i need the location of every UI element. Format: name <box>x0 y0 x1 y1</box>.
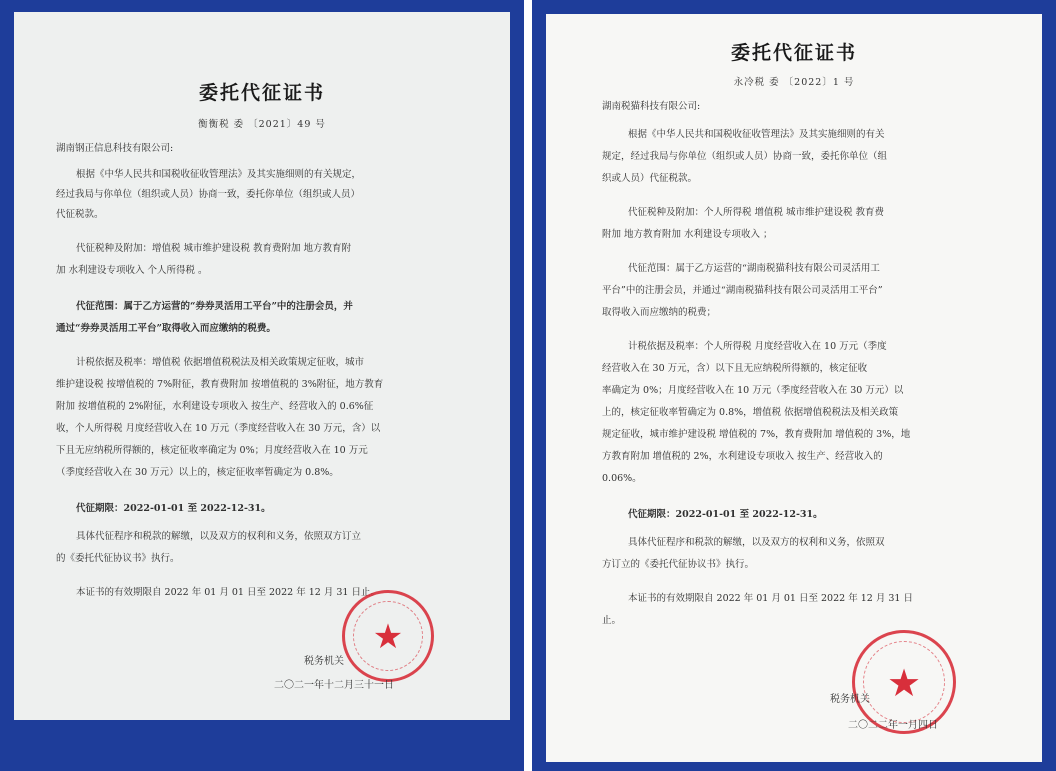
left-line: 通过“券券灵活用工平台”取得收入而应缴纳的税费。 <box>56 323 276 334</box>
left-certificate-frame <box>0 0 524 771</box>
right-certificate-paper <box>546 14 1042 762</box>
right-line: 经营收入在 30 万元，含）以下且无应纳税所得额的，核定征收 <box>602 363 868 374</box>
left-line: 代征税种及附加：增值税 城市维护建设税 教育费附加 地方教育附 <box>76 243 352 254</box>
left-line: 经过我局与你单位（组织或人员）协商一致，委托你单位（组织或人员） <box>56 189 361 200</box>
right-date: 二〇二二年一月四日 <box>848 720 938 731</box>
right-certificate-frame <box>532 0 1056 771</box>
right-line: 方教育附加 增值税的 2%，水利建设专项收入 按生产、经营收入的 <box>602 451 883 462</box>
right-line: 代征税种及附加：个人所得税 增值税 城市维护建设税 教育费 <box>628 207 885 218</box>
left-doc-number: 衡衡税 委 〔2021〕49 号 <box>198 119 326 130</box>
right-line: 方订立的《委托代征协议书》执行。 <box>602 559 755 570</box>
right-line: 止。 <box>602 615 622 626</box>
left-official-seal <box>342 590 434 682</box>
right-line: 具体代征程序和税款的解缴，以及双方的权利和义务，依照双 <box>628 537 885 548</box>
left-line: 收，个人所得税 月度经营收入在 10 万元（季度经营收入在 30 万元，含）以 <box>56 423 381 434</box>
right-signatory: 税务机关 <box>830 694 870 705</box>
right-doc-number: 永冷税 委 〔2022〕1 号 <box>733 77 855 88</box>
right-line: 织或人员）代征税款。 <box>602 173 698 184</box>
right-line: 平台”中的注册会员，并通过“湖南税猫科技有限公司灵活用工平台” <box>602 285 883 296</box>
left-addressee: 湖南钢正信息科技有限公司: <box>56 143 174 154</box>
right-line: 计税依据及税率：个人所得税 月度经营收入在 10 万元（季度 <box>628 341 887 352</box>
left-title: 委托代征证书 <box>198 82 325 104</box>
right-line: 附加 地方教育附加 水利建设专项收入 ； <box>602 229 773 240</box>
right-line: 代征期限：2022-01-01 至 2022-12-31。 <box>628 509 823 520</box>
right-line: 取得收入而应缴纳的税费； <box>602 307 717 318</box>
seal-star-icon: ★ <box>372 617 404 657</box>
left-line: 附加 按增值税的 2%附征，水利建设专项收入 按生产、经营收入的 0.6%征 <box>56 401 374 412</box>
left-certificate-paper <box>14 12 510 720</box>
right-line: 规定征收，城市维护建设税 增值税的 7%，教育费附加 增值税的 3%，地 <box>602 429 911 440</box>
left-line: 本证书的有效期限自 2022 年 01 月 01 日至 2022 年 12 月 31 日止。 <box>76 587 380 598</box>
left-signatory: 税务机关 <box>304 656 344 667</box>
left-line: 维护建设税 按增值税的 7%附征，教育费附加 按增值税的 3%附征，地方教育 <box>56 379 384 390</box>
right-title: 委托代征证书 <box>730 42 857 64</box>
left-line: 具体代征程序和税款的解缴，以及双方的权利和义务，依照双方订立 <box>76 531 362 542</box>
left-line: 代征范围：属于乙方运营的“券券灵活用工平台”中的注册会员，并 <box>76 301 353 312</box>
right-line: 规定，经过我局与你单位（组织或人员）协商一致，委托你单位（组 <box>602 151 888 162</box>
right-line: 率确定为 0%；月度经营收入在 10 万元（季度经营收入在 30 万元）以 <box>602 385 904 396</box>
left-line: （季度经营收入在 30 万元）以上的，核定征收率暂确定为 0.8%。 <box>56 467 339 478</box>
right-line: 根据《中华人民共和国税收征收管理法》及其实施细则的有关 <box>628 129 885 140</box>
left-line: 代征税款。 <box>56 209 104 220</box>
left-date: 二〇二一年十二月三十一日 <box>274 680 394 691</box>
right-line: 代征范围：属于乙方运营的“湖南税猫科技有限公司灵活用工 <box>628 263 880 274</box>
left-line: 下且无应纳税所得额的，核定征收率确定为 0%；月度经营收入在 10 万元 <box>56 445 368 456</box>
seal-star-icon: ★ <box>886 661 922 705</box>
left-line: 计税依据及税率：增值税 依据增值税税法及相关政策规定征收，城市 <box>76 357 365 368</box>
right-line: 本证书的有效期限自 2022 年 01 月 01 日至 2022 年 12 月 31 日 <box>628 593 913 604</box>
right-addressee: 湖南税猫科技有限公司: <box>602 101 701 112</box>
right-line: 0.06%。 <box>602 473 642 484</box>
left-line: 的《委托代征协议书》执行。 <box>56 553 180 564</box>
left-line: 代征期限：2022-01-01 至 2022-12-31。 <box>76 503 271 514</box>
left-line: 根据《中华人民共和国税收征收管理法》及其实施细则的有关规定， <box>76 169 362 180</box>
right-line: 上的，核定征收率暂确定为 0.8%，增值税 依据增值税税法及相关政策 <box>602 407 899 418</box>
left-line: 加 水利建设专项收入 个人所得税 。 <box>56 265 208 276</box>
